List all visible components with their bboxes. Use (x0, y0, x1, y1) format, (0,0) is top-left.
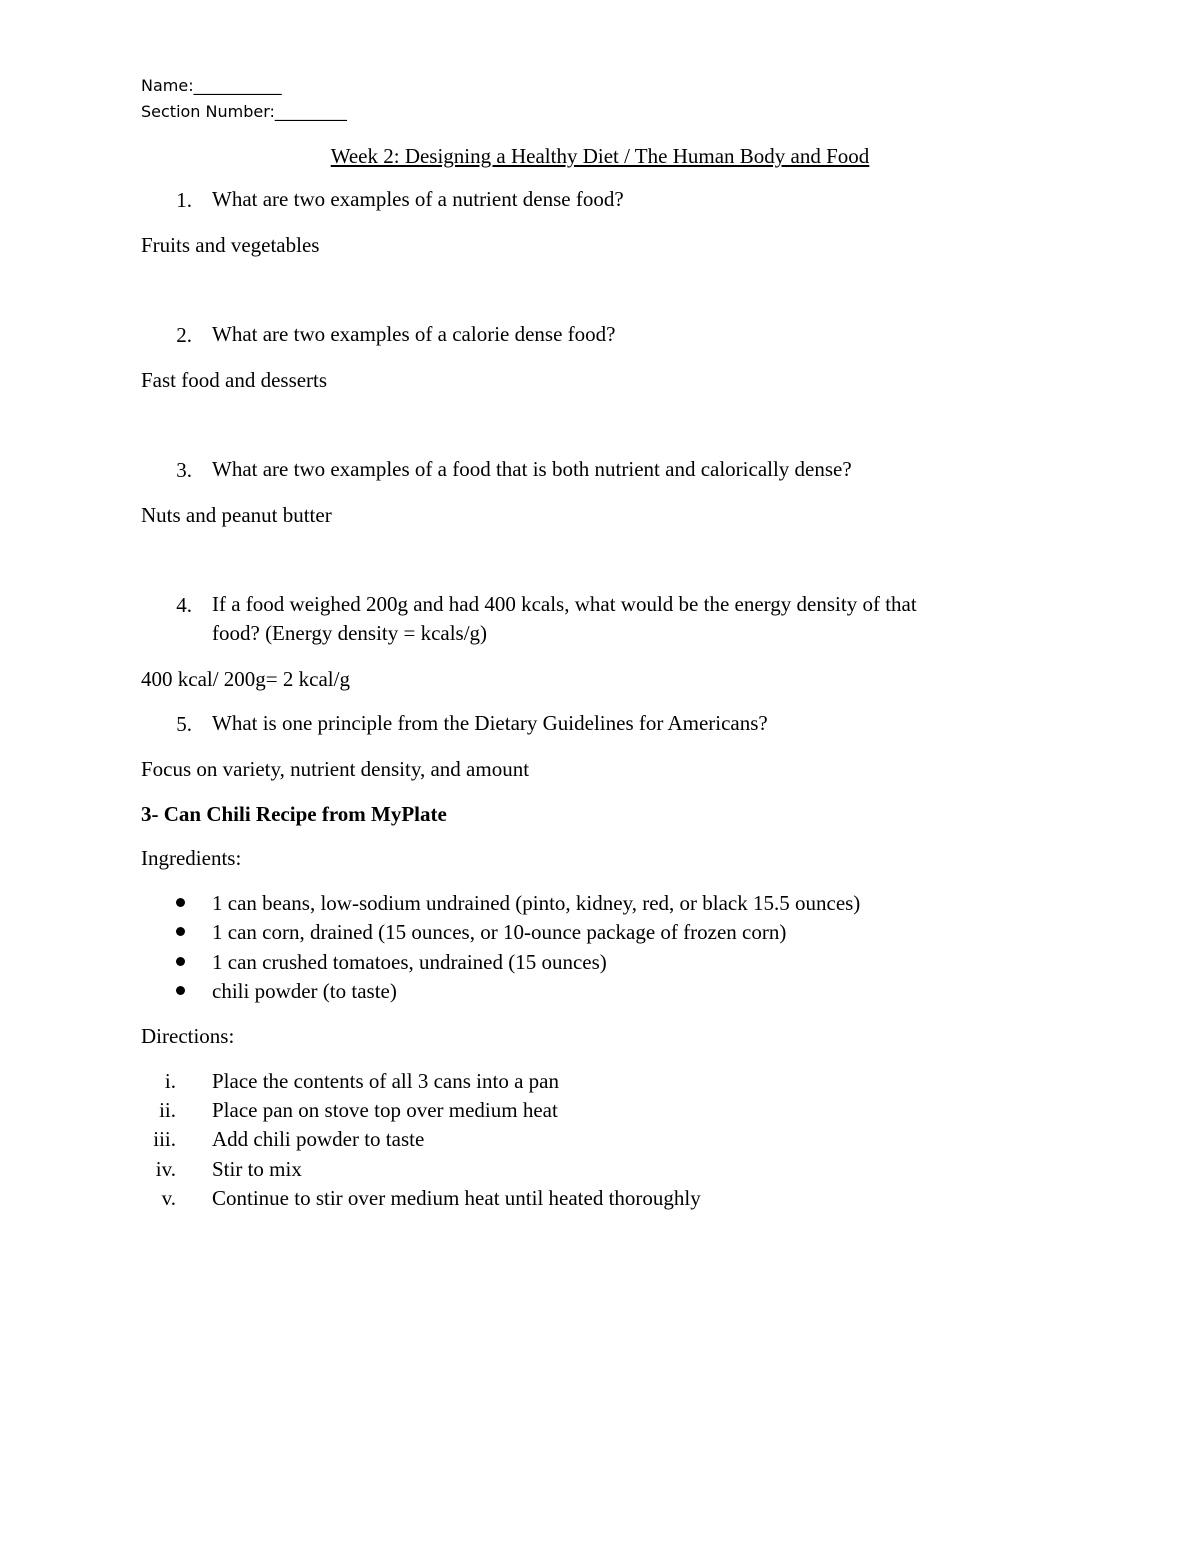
bullet-icon (176, 898, 185, 907)
ingredient-text: 1 can beans, low-sodium undrained (pinto, kidney, red, or black 15.5 ounces) (212, 891, 861, 915)
question-number: 4. (176, 593, 192, 617)
step-numeral: iv. (155, 1157, 176, 1181)
step-text: Place the contents of all 3 cans into a pan (212, 1069, 559, 1093)
ingredient-text: 1 can corn, drained (15 ounces, or 10-ounce package of frozen corn) (212, 920, 787, 944)
recipe-title: 3- Can Chili Recipe from MyPlate (141, 802, 447, 826)
bullet-icon (176, 986, 185, 995)
ingredient-text: chili powder (to taste) (212, 979, 397, 1003)
answer-4: 400 kcal/ 200g= 2 kcal/g (141, 667, 350, 691)
step-numeral: i. (164, 1069, 176, 1093)
question-text: What are two examples of a nutrient dense food? (212, 187, 624, 211)
answer-2: Fast food and desserts (141, 368, 328, 392)
question-text: What are two examples of a food that is both nutrient and calorically dense? (212, 457, 852, 481)
question-number: 1. (176, 188, 192, 212)
question-text-line-1: If a food weighed 200g and had 400 kcals, what would be the energy density of that (212, 592, 917, 616)
section-number-line: Section Number:_________ (141, 102, 347, 121)
bullet-icon (176, 957, 185, 966)
question-number: 2. (176, 323, 192, 347)
step-text: Stir to mix (212, 1157, 302, 1181)
bullet-icon (176, 927, 185, 936)
name-line: Name:___________ (141, 76, 282, 95)
step-numeral: ii. (159, 1098, 176, 1122)
question-text-line-2: food? (Energy density = kcals/g) (212, 621, 488, 645)
directions-label: Directions: (141, 1024, 235, 1048)
step-numeral: iii. (153, 1127, 176, 1151)
ingredient-text: 1 can crushed tomatoes, undrained (15 ounces) (212, 950, 607, 974)
page-title: Week 2: Designing a Healthy Diet / The Human Body and Food (330, 144, 870, 168)
answer-5: Focus on variety, nutrient density, and amount (141, 757, 530, 781)
step-text: Add chili powder to taste (212, 1127, 425, 1151)
step-numeral: v. (161, 1186, 176, 1210)
ingredients-label: Ingredients: (141, 846, 242, 870)
question-text: What are two examples of a calorie dense food? (212, 322, 616, 346)
question-text: What is one principle from the Dietary Guidelines for Americans? (212, 711, 768, 735)
step-text: Continue to stir over medium heat until heated thoroughly (212, 1186, 701, 1210)
step-text: Place pan on stove top over medium heat (212, 1098, 558, 1122)
answer-1: Fruits and vegetables (141, 233, 320, 257)
question-number: 3. (176, 458, 192, 482)
answer-3: Nuts and peanut butter (141, 503, 332, 527)
question-number: 5. (176, 712, 192, 736)
